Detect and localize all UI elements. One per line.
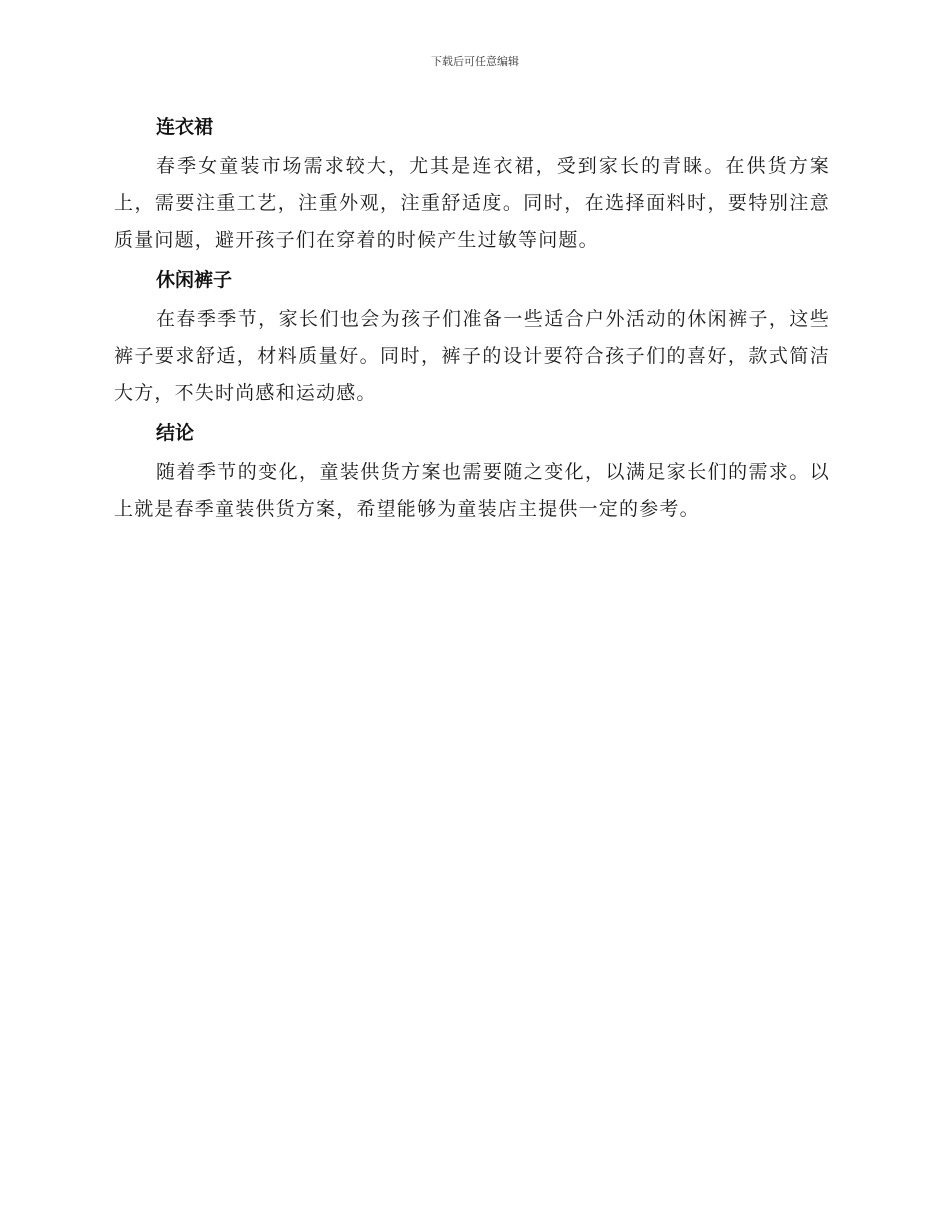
section-heading: 休闲裤子: [156, 269, 233, 291]
section-paragraph: 随着季节的变化，童装供货方案也需要随之变化，以满足家长们的需求。以上就是春季童装供货方案，希望能够为童装店主提供一定的参考。: [114, 461, 830, 520]
section-casual-pants: [114, 265, 830, 412]
header-note: 下载后可任意编辑: [431, 55, 519, 68]
section-paragraph: 春季女童装市场需求较大，尤其是连衣裙，受到家长的青睐。在供货方案上，需要注重工艺，注重外观，注重舒适度。同时，在选择面料时，要特别注意质量问题，避开孩子们在穿着的时候产生过敏等问题。: [114, 155, 830, 251]
section-conclusion: [114, 418, 830, 528]
document-body: [114, 112, 830, 534]
section-paragraph: 在春季季节，家长们也会为孩子们准备一些适合户外活动的休闲裤子，这些裤子要求舒适，材料质量好。同时，裤子的设计要符合孩子们的喜好，款式简洁大方，不失时尚感和运动感。: [114, 308, 830, 404]
section-dresses: [114, 112, 830, 259]
section-heading: 连衣裙: [156, 116, 214, 138]
section-heading: 结论: [156, 422, 195, 444]
